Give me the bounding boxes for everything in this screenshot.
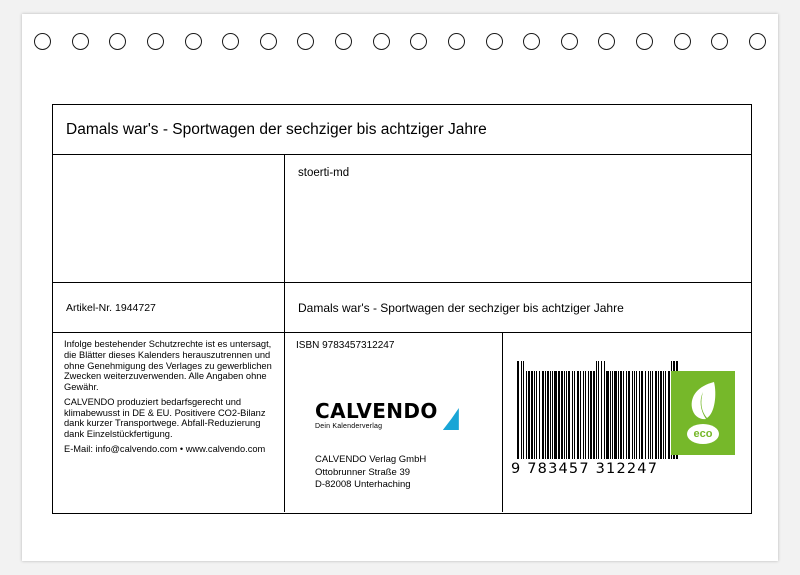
punch-hole (72, 33, 89, 50)
barcode-bar (550, 371, 551, 459)
barcode-bar (650, 371, 651, 459)
barcode-bar (588, 371, 589, 459)
barcode-bar (517, 361, 519, 459)
barcode-bar (574, 371, 576, 459)
barcode-bar (590, 371, 592, 459)
barcode-bar (612, 371, 613, 459)
punch-hole (297, 33, 314, 50)
product-title: Damals war's - Sportwagen der sechziger bis achtziger Jahre (66, 120, 487, 138)
barcode-bar (554, 371, 556, 459)
barcode-bar (526, 371, 527, 459)
publisher-address (315, 454, 426, 492)
barcode-bar (585, 371, 587, 459)
punch-hole (260, 33, 277, 50)
barcode-bar (623, 371, 625, 459)
punch-hole (185, 33, 202, 50)
barcode-bar (580, 371, 581, 459)
footer-row (53, 333, 751, 512)
calvendo-logo-mark-icon (443, 408, 459, 430)
legal-paragraph-2: CALVENDO produziert bedarfsgerecht und klimabewusst in DE & EU. Positivere CO2-Bilanz dank kurzer Transportwege. Abfall-Reduzierung dank Einzelstückfertigung. (64, 396, 266, 440)
punch-hole-row (22, 26, 778, 56)
punch-hole (711, 33, 728, 50)
barcode-bar (547, 371, 549, 459)
barcode-bar (566, 371, 567, 459)
barcode-bar (542, 371, 544, 459)
barcode-bar (531, 371, 533, 459)
publisher-city: D-82008 Unterhaching (315, 479, 411, 491)
barcode-bar (634, 371, 635, 459)
barcode-bar (528, 371, 530, 459)
barcode-bar (618, 371, 619, 459)
barcode-bar (598, 361, 599, 459)
barcode-bar (539, 371, 541, 459)
punch-hole (34, 33, 51, 50)
barcode-bar (561, 371, 563, 459)
punch-hole (410, 33, 427, 50)
barcode-bar (604, 361, 606, 459)
legal-contact: E-Mail: info@calvendo.com • www.calvendo.com (64, 444, 266, 455)
barcode-bar (648, 371, 649, 459)
barcode-bar (641, 371, 643, 459)
barcode-bar (536, 371, 537, 459)
ean-barcode (517, 361, 667, 459)
barcode-bar (614, 371, 616, 459)
calvendo-logo (315, 401, 495, 430)
author-row (53, 155, 751, 283)
barcode-bar (564, 371, 565, 459)
barcode-bar (534, 371, 535, 459)
barcode-bar (606, 371, 608, 459)
author-name: stoerti-md (298, 167, 350, 179)
barcode-bar (665, 371, 666, 459)
barcode-bar (639, 371, 640, 459)
punch-hole (147, 33, 164, 50)
publisher-block (285, 333, 503, 512)
barcode-bar (663, 371, 664, 459)
publisher-street: Ottobrunner Straße 39 (315, 466, 411, 478)
barcode-block (503, 333, 751, 512)
barcode-bar (668, 371, 670, 459)
barcode-bar (632, 371, 633, 459)
barcode-bar (545, 371, 546, 459)
barcode-bar (521, 361, 522, 459)
barcode-digits: 9 783457 312247 (511, 461, 659, 477)
legal-paragraph-1: Infolge bestehender Schutzrechte ist es untersagt, die Blätter dieses Kalenders herauszutrennen und ohne Genehmigung des Verlages zu gewerblichen Zwecken weiterzuverwenden. Alle Angaben ohne Gewähr. (64, 339, 272, 393)
barcode-bar (583, 371, 584, 459)
barcode-bar (577, 371, 579, 459)
eco-badge-label: eco (687, 424, 719, 444)
barcode-bar (636, 371, 638, 459)
punch-hole (109, 33, 126, 50)
article-row (53, 283, 751, 333)
punch-hole (636, 33, 653, 50)
calvendo-logo-tagline: Dein Kalenderverlag (315, 423, 383, 430)
barcode-bar (596, 361, 597, 459)
barcode-bar (572, 371, 573, 459)
article-number: Artikel-Nr. 1944727 (53, 283, 285, 332)
punch-hole (335, 33, 352, 50)
punch-hole (448, 33, 465, 50)
punch-hole (222, 33, 239, 50)
barcode-bar (626, 371, 627, 459)
barcode-bar (593, 371, 595, 459)
cover-image-placeholder (53, 155, 285, 282)
title-row (53, 105, 751, 155)
product-info-table (52, 104, 752, 514)
punch-hole (598, 33, 615, 50)
barcode-bar (658, 371, 659, 459)
barcode-bar (655, 371, 657, 459)
barcode-bar (645, 371, 647, 459)
punch-hole (373, 33, 390, 50)
leaf-icon (688, 380, 718, 422)
barcode-bar (552, 371, 553, 459)
barcode-bar (523, 361, 525, 459)
barcode-bar (601, 361, 603, 459)
barcode-bar (568, 371, 570, 459)
barcode-bar (620, 371, 622, 459)
barcode-bar (652, 371, 654, 459)
barcode-bar (610, 371, 611, 459)
product-subtitle: Damals war's - Sportwagen der sechziger bis achtziger Jahre (298, 300, 624, 315)
punch-hole (486, 33, 503, 50)
calvendo-logo-wordmark: CALVENDO (315, 399, 438, 423)
punch-hole (674, 33, 691, 50)
barcode-bar (628, 371, 630, 459)
legal-notice (53, 333, 285, 512)
barcode-bars (517, 361, 679, 459)
barcode-bar (558, 371, 560, 459)
eco-badge (671, 371, 735, 455)
punch-hole (561, 33, 578, 50)
isbn-number: ISBN 9783457312247 (296, 340, 395, 351)
punch-hole (523, 33, 540, 50)
barcode-bar (660, 371, 662, 459)
publisher-name: CALVENDO Verlag GmbH (315, 454, 427, 465)
punch-hole (749, 33, 766, 50)
